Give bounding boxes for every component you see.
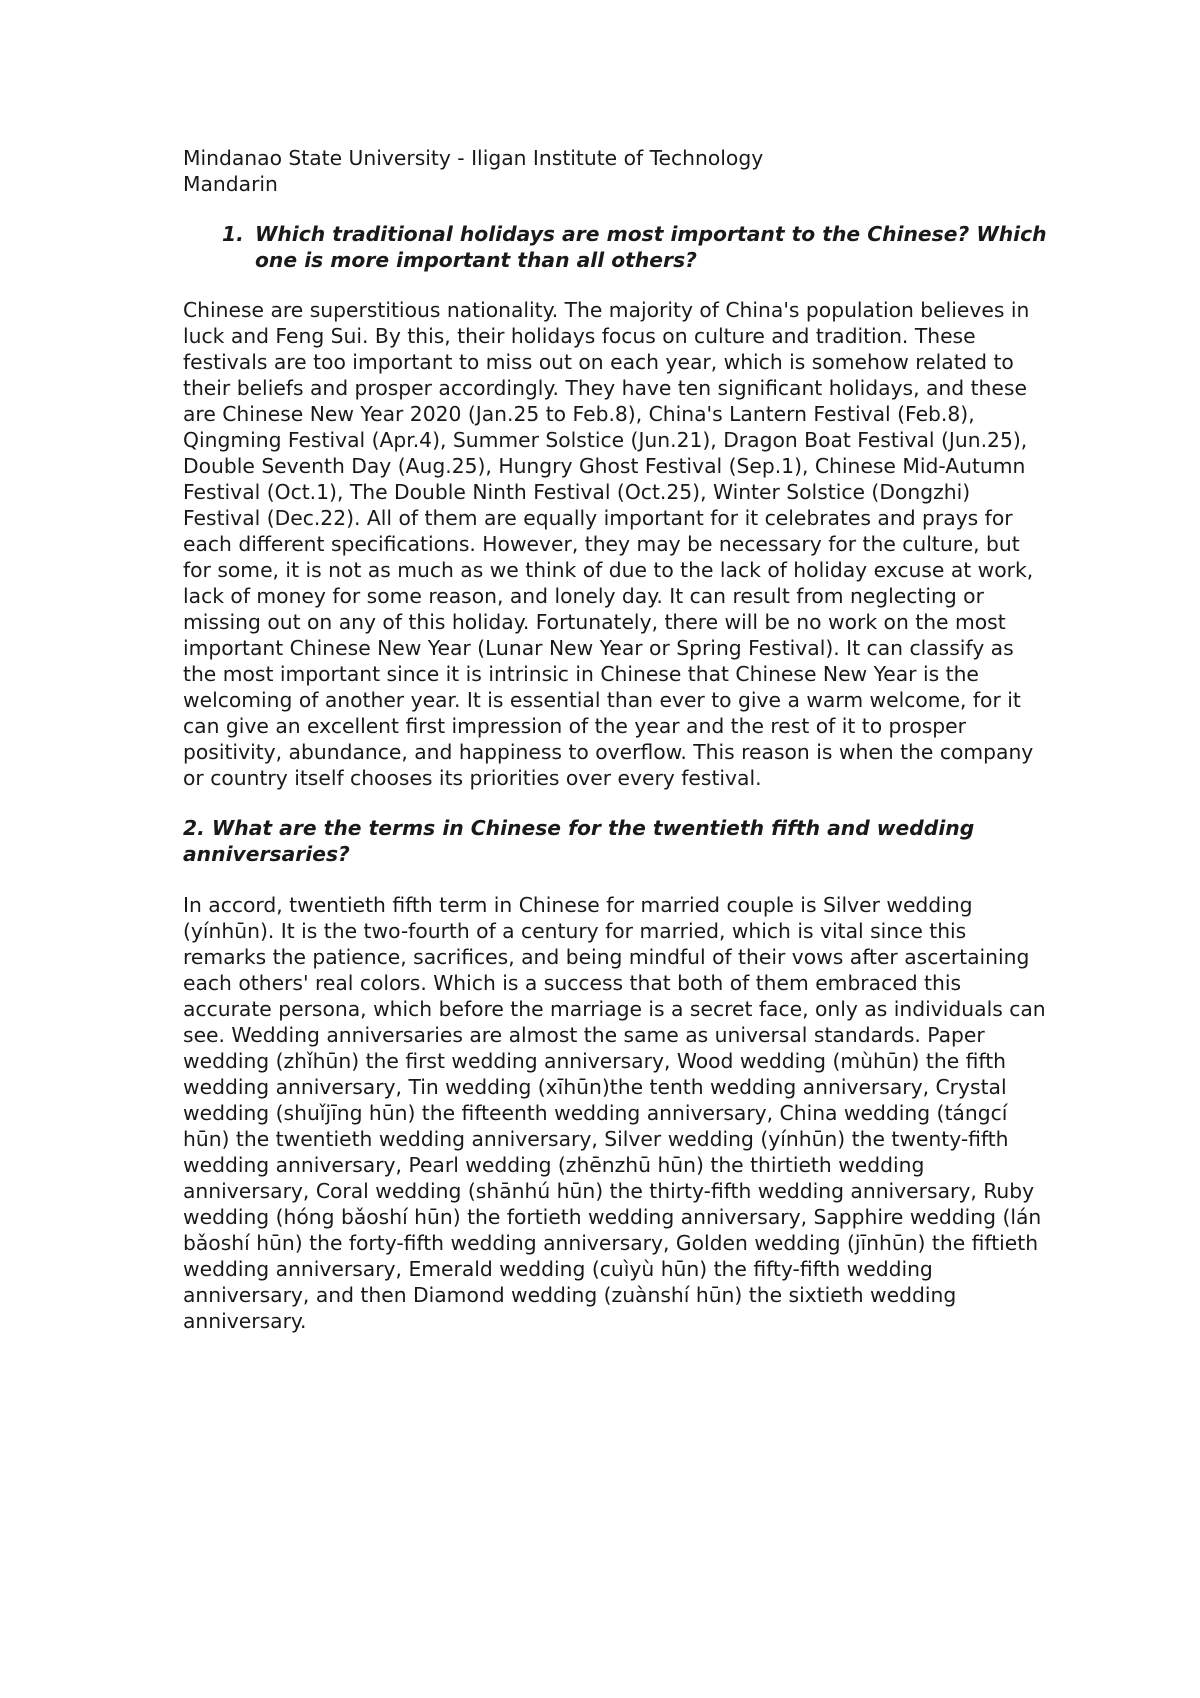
question-2 [183,815,1048,867]
question-1-number: 1. [222,222,244,246]
question-2-number: 2. [183,816,205,840]
course-name: Mandarin [183,172,278,196]
document-body [183,145,1048,1334]
institution-name: Mindanao State University - Iligan Institute of Technology [183,146,764,170]
answer-1: Chinese are superstitious nationality. The majority of China's population believes in luck and Feng Sui. By this, their holidays focus on culture and tradition. These festivals are too important to miss out on each year, which is somehow related to their beliefs and prosper accordingly. They have ten significant holidays, and these are Chinese New Year 2020 (Jan.25 to Feb.8), China's Lantern Festival (Feb.8), Qingming Festival (Apr.4), Summer Solstice (Jun.21), Dragon Boat Festival (Jun.25), Double Seventh Day (Aug.25), Hungry Ghost Festival (Sep.1), Chinese Mid-Autumn Festival (Oct.1), The Double Ninth Festival (Oct.25), Winter Solstice (Dongzhi) Festival (Dec.22). All of them are equally important for it celebrates and prays for each different specifications. However, they may be necessary for the culture, but for some, it is not as much as we think of due to the lack of holiday excuse at work, lack of money for some reason, and lonely day. It can result from neglecting or missing out on any of this holiday. Fortunately, there will be no work on the most important Chinese New Year (Lunar New Year or Spring Festival). It can classify as the most important since it is intrinsic in Chinese that Chinese New Year is the welcoming of another year. It is essential than ever to give a warm welcome, for it can give an excellent first impression of the year and the rest of it to prosper positivity, abundance, and happiness to overflow. This reason is when the company or country itself chooses its priorities over every festival. [183,298,1034,790]
answer-2: In accord, twentieth fifth term in Chinese for married couple is Silver wedding (yínhūn). It is the two-fourth of a century for married, which is vital since this remarks the patience, sacrifices, and being mindful of their vows after ascertaining each others' real colors. Which is a success that both of them embraced this accurate persona, which before the marriage is a secret face, only as individuals can see. Wedding anniversaries are almost the same as universal standards. Paper wedding (zhǐhūn) the first wedding anniversary, Wood wedding (mùhūn) the fifth wedding anniversary, Tin wedding (xīhūn)the tenth wedding anniversary, Crystal wedding (shuǐjīng hūn) the fifteenth wedding anniversary, China wedding (tángcí hūn) the twentieth wedding anniversary, Silver wedding (yínhūn) the twenty-fifth wedding anniversary, Pearl wedding (zhēnzhū hūn) the thirtieth wedding anniversary, Coral wedding (shānhú hūn) the thirty-fifth wedding anniversary, Ruby wedding (hóng bǎoshí hūn) the fortieth wedding anniversary, Sapphire wedding (lán bǎoshí hūn) the forty-fifth wedding anniversary, Golden wedding (jīnhūn) the fiftieth wedding anniversary, Emerald wedding (cuìyù hūn) the fifty-fifth wedding anniversary, and then Diamond wedding (zuànshí hūn) the sixtieth wedding anniversary. [183,893,1046,1333]
question-1 [183,221,1048,273]
question-1-text: Which traditional holidays are most important to the Chinese? Which one is more important than all others? [255,222,1047,272]
question-2-text: What are the terms in Chinese for the twentieth fifth and wedding anniversaries? [183,816,975,866]
